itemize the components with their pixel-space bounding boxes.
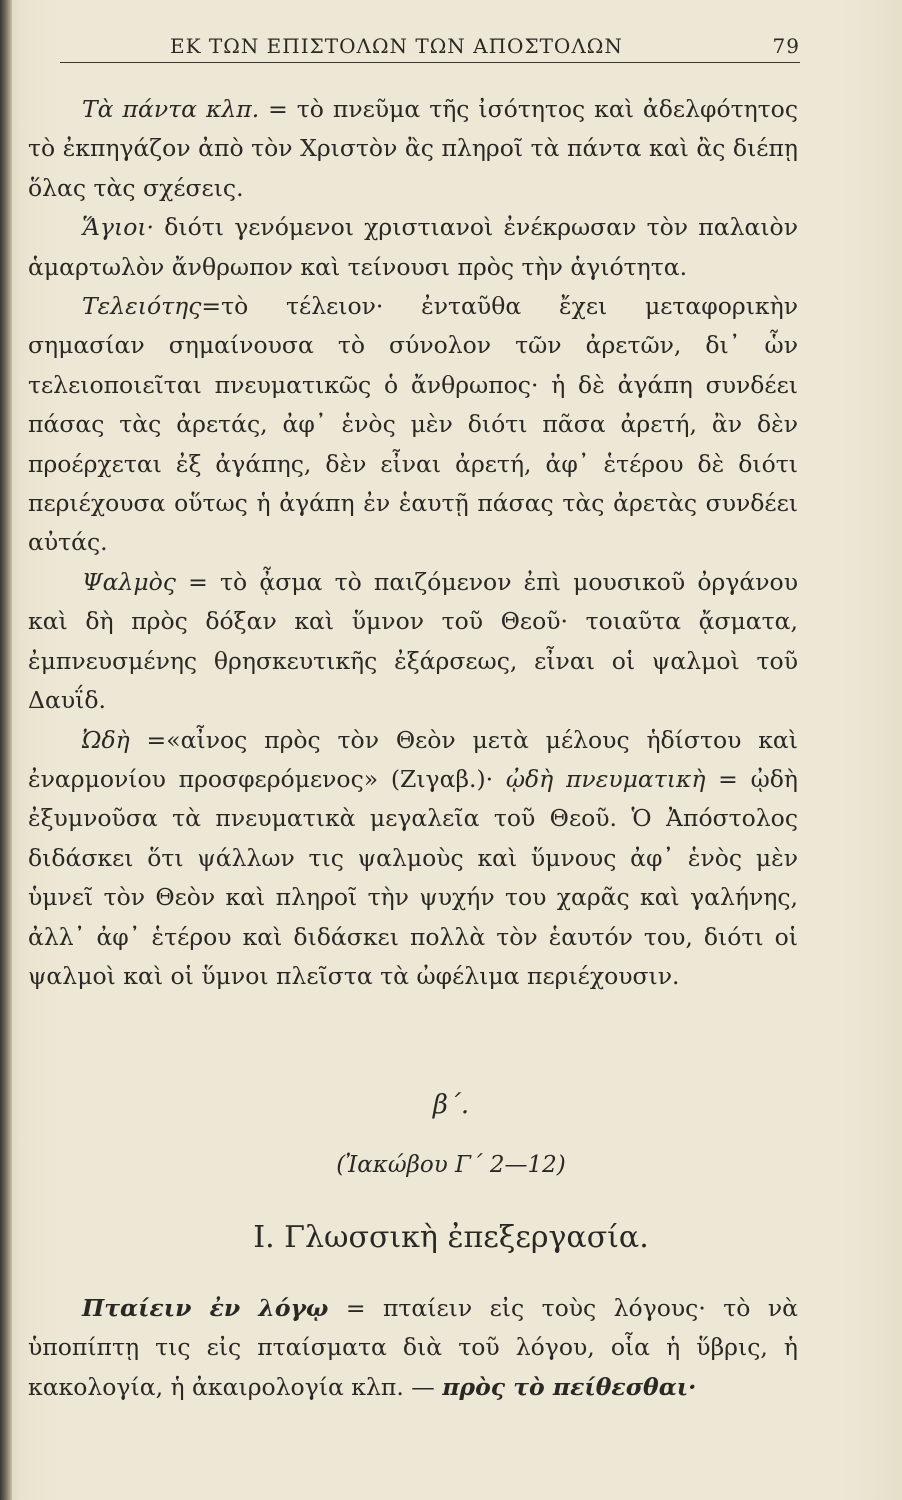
header-rule [60, 62, 800, 63]
gloss-term: Ἅγιοι· [82, 213, 155, 242]
gloss-term: Τὰ πάντα κλπ. [82, 95, 260, 123]
gloss-text: =τὸ τέλειον· ἐνταῦθα ἔχει μεταφορικὴν σημασίαν σημαίνουσα τὸ σύνολον τῶν ἀρετῶν, δι᾽ ὧν τελειοποιεῖται πνευματικῶς ὁ ἄνθρωπος· ἡ δὲ ἀγάπη συνδέει πάσας τὰς ἀρετάς, ἀφ᾽ ἑνὸς μὲν διότι πᾶσα ἀρετή, ἂν δὲν προέρχεται ἐξ ἀγάπης, δὲν εἶναι ἀρετή, ἀφ᾽ ἑτέρου δὲ διότι περιέχουσα οὕτως ἡ ἀγάπη ἐν ἑαυτῇ πάσας τὰς ἀρετὰς συνδέει αὐτάς. [28, 292, 798, 557]
section-heading: I. Γλωσσικὴ ἐπεξεργασία. [253, 1220, 649, 1255]
body-text [28, 90, 798, 996]
gloss-text: = τὸ ᾆσμα τὸ παιζόμενον ἐπὶ μουσικοῦ ὀργάνου καὶ δὴ πρὸς δόξαν καὶ ὕμνον τοῦ Θεοῦ· τοιαῦτα ᾄσματα, ἐμπνευσμένης θρησκευτικῆς ἐξάρσεως, εἶναι οἱ ψαλμοὶ τοῦ Δαυΐδ. [28, 567, 798, 715]
paragraph-agioi [28, 208, 798, 287]
gloss-term: Ψαλμὸς [82, 567, 176, 596]
paragraph-ta-panta [28, 90, 798, 208]
gloss-text: = ᾠδὴ ἐξυμνοῦσα τὰ πνευματικὰ μεγαλεῖα τοῦ Θεοῦ. Ὁ Ἀπόστολος διδάσκει ὅτι ψάλλων τις ψαλμοὺς καὶ ὕμνους ἀφ᾽ ἑνὸς μὲν ὑμνεῖ τὸν Θεὸν καὶ πληροῖ τὴν ψυχήν του χαρᾶς καὶ γαλήνης, ἀλλ᾽ ἀφ᾽ ἑτέρου καὶ διδάσκει πολλὰ τὸν ἑαυτόν του, διότι οἱ ψαλμοὶ καὶ οἱ ὕμνοι πλεῖστα τὰ ὠφέλιμα περιέχουσιν. [28, 764, 798, 990]
book-binding-edge [0, 0, 12, 1500]
paragraph-ptaiein [28, 1289, 798, 1407]
gloss-text: διότι γενόμενοι χριστιανοὶ ἐνέκρωσαν τὸν παλαιὸν ἁμαρτωλὸν ἄνθρωπον καὶ τείνουσι πρὸς τὴν ἁγιότητα. [28, 213, 798, 281]
gloss-term: Τελειότης [82, 292, 202, 321]
section-body-text [28, 1289, 798, 1407]
paragraph-psalmos [28, 563, 798, 721]
section-mark: β΄. [432, 1090, 470, 1120]
gloss-text: = τὸ πνεῦμα τῆς ἰσότητος καὶ ἀδελφότητος τὸ ἐκπηγάζον ἀπὸ τὸν Χριστὸν ἂς πληροῖ τὰ πάντα καὶ ἂς διέπῃ ὅλας τὰς σχέσεις. [28, 95, 798, 202]
page-number: 79 [772, 34, 800, 58]
running-title: ΕΚ ΤΩΝ ΕΠΙΣΤΟΛΩΝ ΤΩΝ ΑΠΟΣΤΟΛΩΝ [170, 34, 623, 58]
gloss-text: = πταίειν εἰς τοὺς λόγους· τὸ νὰ ὑποπίπτῃ τις εἰς πταίσματα διὰ τοῦ λόγου, οἷα ἡ ὕβρις, ἡ κακολογία, ἡ ἀκαιρολογία κλπ. — [28, 1294, 798, 1401]
page-header [60, 30, 800, 60]
paragraph-odi [28, 721, 798, 997]
gloss-term: Πταίειν ἐν λόγῳ [82, 1294, 329, 1322]
gloss-term-secondary: ᾠδὴ πνευματικὴ [505, 764, 706, 793]
paragraph-teleiotis [28, 287, 798, 563]
section-reference: (Ἰακώβου Γ΄ 2—12) [336, 1152, 566, 1178]
gloss-term-secondary: πρὸς τὸ πείθεσθαι· [442, 1372, 697, 1401]
gloss-term: Ὠδὴ [82, 725, 130, 754]
gloss-text: =«αἶνος πρὸς τὸν Θεὸν μετὰ μέλους ἡδίστου καὶ ἐναρμονίου προσφερόμενος» (Ζιγαβ.)· [28, 725, 798, 793]
